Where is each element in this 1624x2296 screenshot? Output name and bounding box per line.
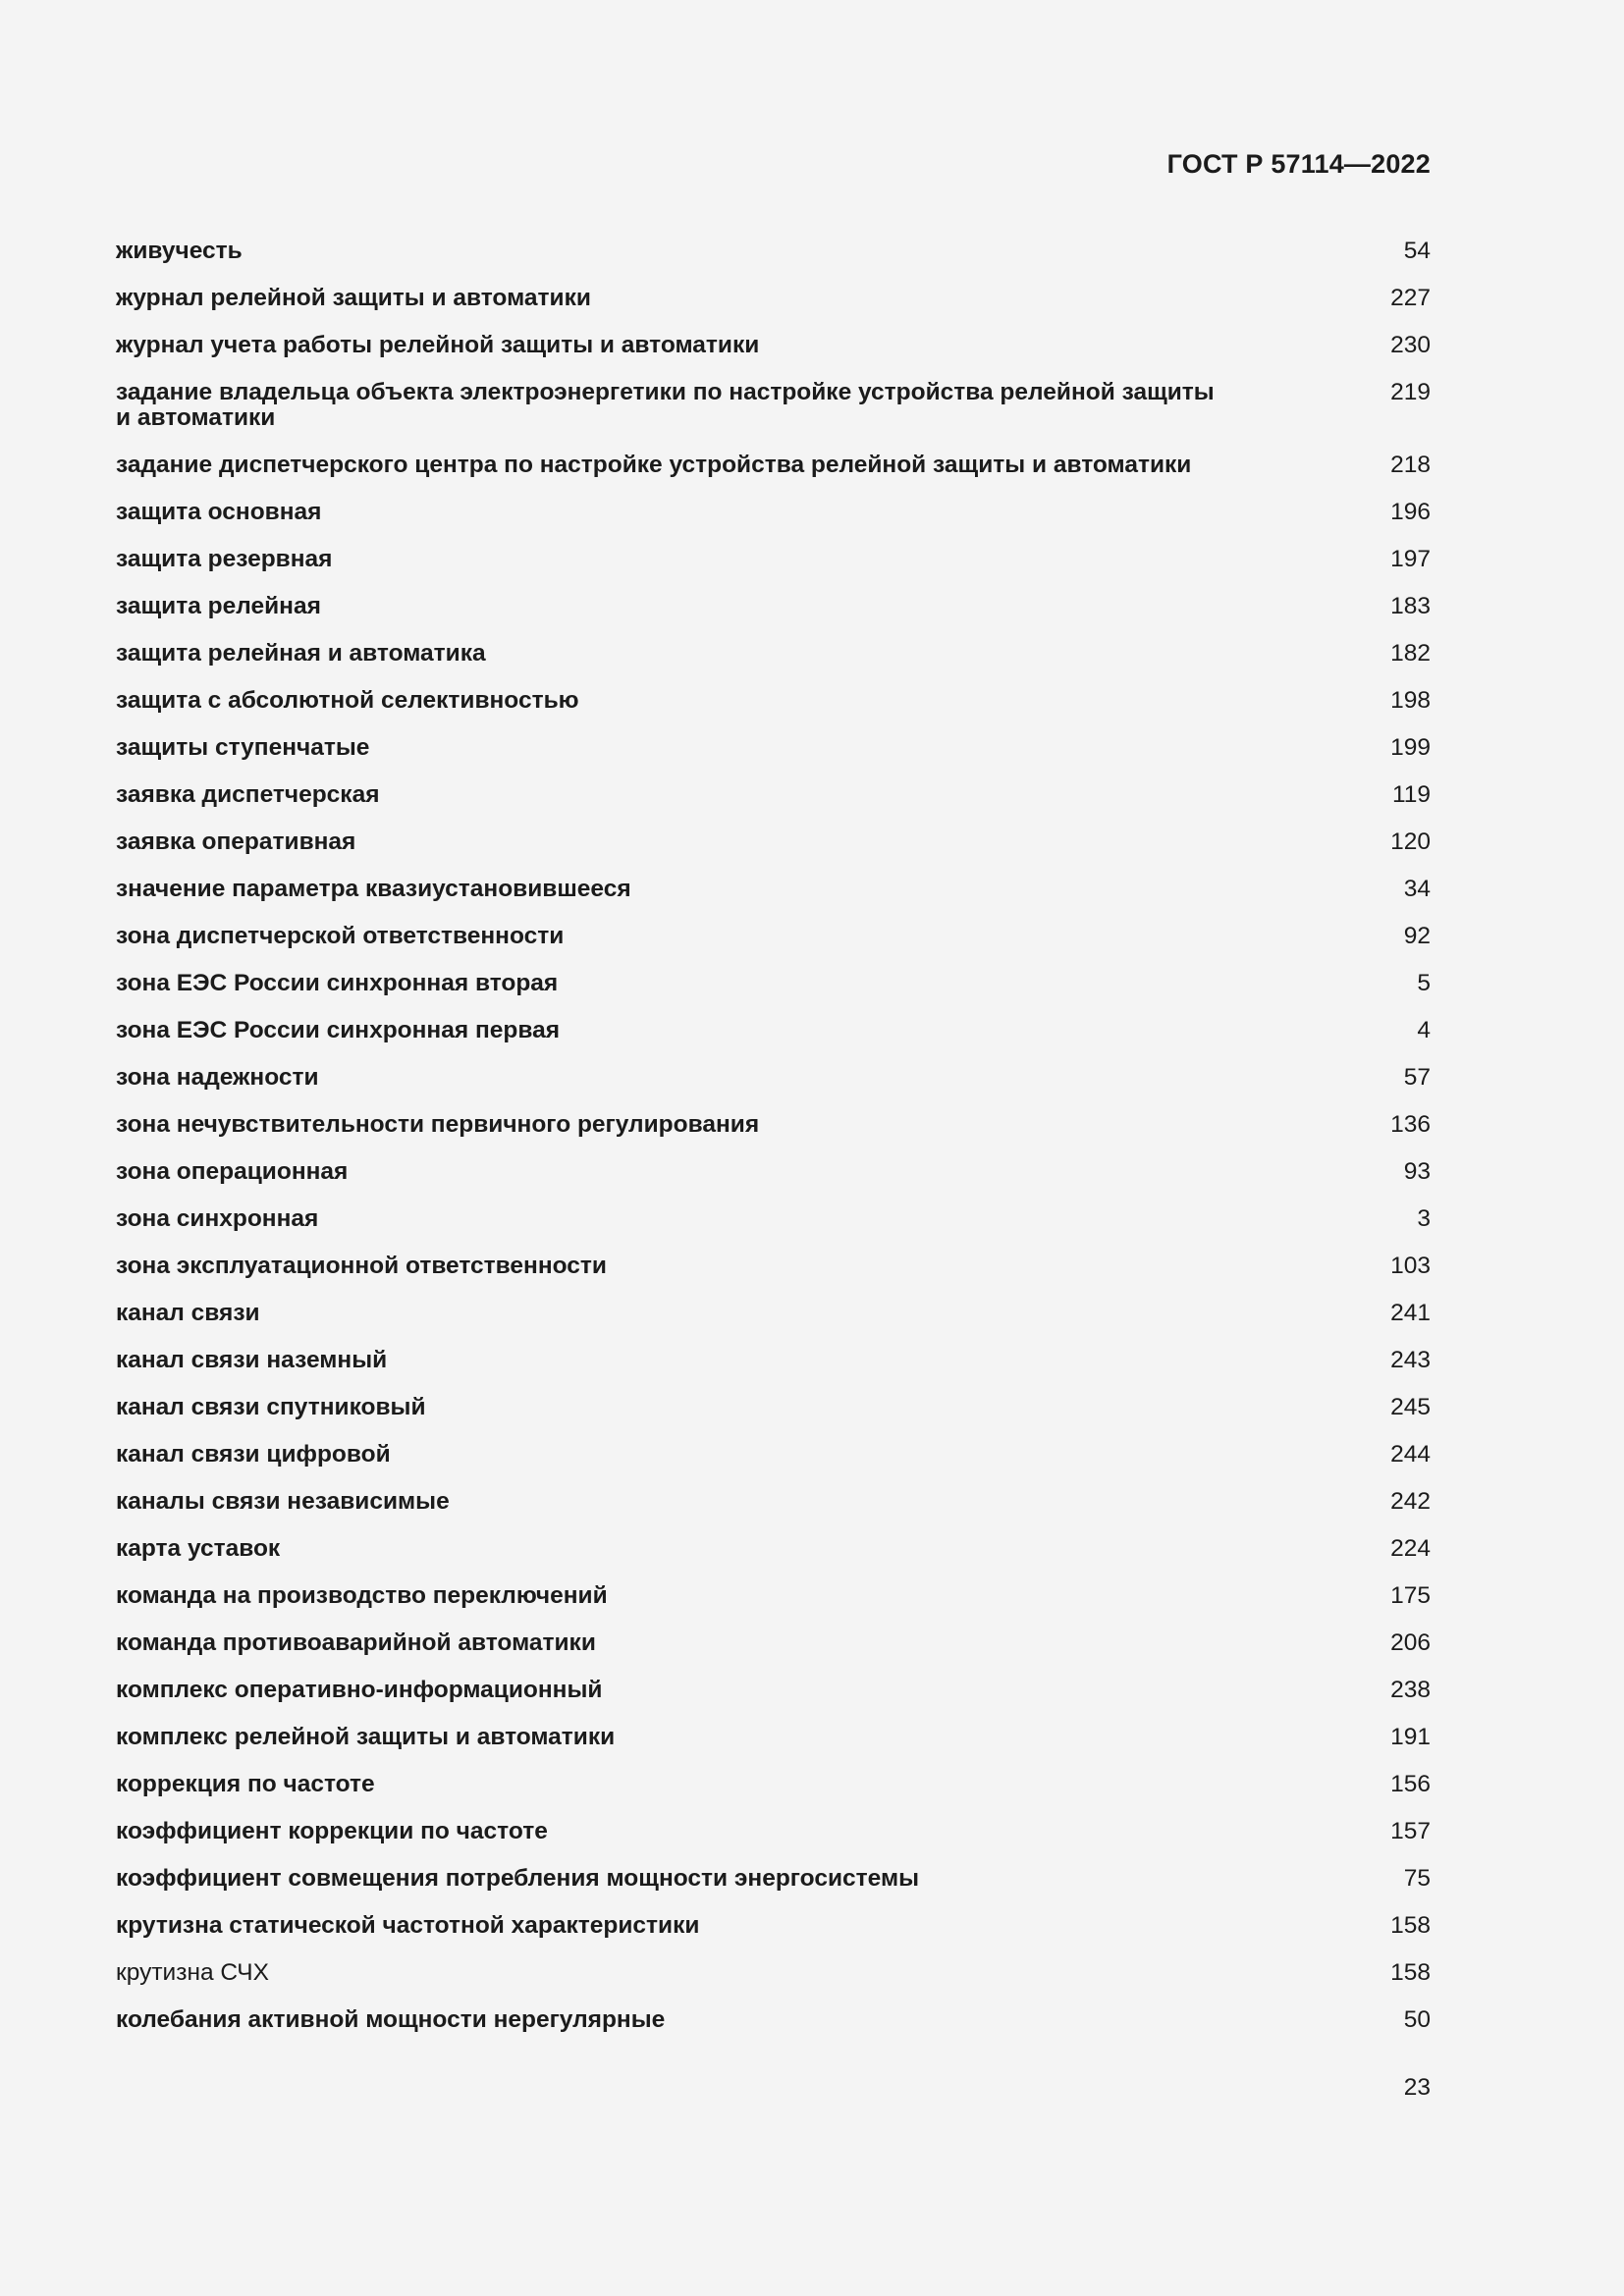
index-term: зона диспетчерской ответственности xyxy=(116,923,565,949)
index-term: заявка оперативная xyxy=(116,828,356,855)
index-term: канал связи спутниковый xyxy=(116,1394,426,1420)
index-entry xyxy=(116,1348,1431,1373)
index-page-ref: 3 xyxy=(1417,1205,1431,1232)
index-entry xyxy=(116,1254,1431,1279)
index-page-ref: 245 xyxy=(1390,1394,1431,1420)
index-term: защита релейная xyxy=(116,593,321,619)
index-page-ref: 198 xyxy=(1390,687,1431,714)
index-page-ref: 191 xyxy=(1390,1724,1431,1750)
index-entry xyxy=(116,1866,1431,1892)
index-page-ref: 5 xyxy=(1417,970,1431,996)
index-page-ref: 103 xyxy=(1390,1253,1431,1279)
index-page-ref: 206 xyxy=(1390,1629,1431,1656)
index-term: коэффициент коррекции по частоте xyxy=(116,1818,548,1844)
index-entry xyxy=(116,924,1431,949)
index-term: команда на производство переключений xyxy=(116,1582,608,1609)
index-page-ref: 227 xyxy=(1390,285,1431,311)
index-term: защита основная xyxy=(116,499,322,525)
index-entry xyxy=(116,1678,1431,1703)
index-term: зона эксплуатационной ответственности xyxy=(116,1253,607,1279)
index-entry xyxy=(116,688,1431,714)
index-term: канал связи цифровой xyxy=(116,1441,391,1468)
index-term: заявка диспетчерская xyxy=(116,781,380,808)
index-page-ref: 238 xyxy=(1390,1677,1431,1703)
index-entry xyxy=(116,1913,1431,1939)
index-page-ref: 244 xyxy=(1390,1441,1431,1468)
index-page-ref: 219 xyxy=(1390,379,1431,405)
index-term: журнал учета работы релейной защиты и автоматики xyxy=(116,332,760,358)
index-term: защиты ступенчатые xyxy=(116,734,370,761)
document-header: ГОСТ Р 57114—2022 xyxy=(1166,149,1431,179)
index-page-ref: 54 xyxy=(1403,238,1431,264)
index-term: зона нечувствительности первичного регулирования xyxy=(116,1111,760,1138)
index-entry xyxy=(116,1159,1431,1185)
index-entry xyxy=(116,380,1431,431)
index-page-ref: 197 xyxy=(1390,546,1431,572)
index-term: зона ЕЭС России синхронная первая xyxy=(116,1017,561,1043)
index-entry xyxy=(116,1536,1431,1562)
index-entry xyxy=(116,1065,1431,1091)
index-term: крутизна статической частотной характеристики xyxy=(116,1912,700,1939)
index-entry xyxy=(116,1489,1431,1515)
index-page-ref: 136 xyxy=(1390,1111,1431,1138)
index-entry xyxy=(116,333,1431,358)
index-term: команда противоаварийной автоматики xyxy=(116,1629,596,1656)
index-entry xyxy=(116,1772,1431,1797)
index-term: зона операционная xyxy=(116,1158,349,1185)
index-entry xyxy=(116,453,1431,478)
index-entry xyxy=(116,286,1431,311)
index-page-ref: 34 xyxy=(1403,876,1431,902)
index-entry xyxy=(116,1442,1431,1468)
index-entry xyxy=(116,1206,1431,1232)
index-entry xyxy=(116,1725,1431,1750)
index-entry xyxy=(116,735,1431,761)
index-term: зона синхронная xyxy=(116,1205,319,1232)
index-page-ref: 158 xyxy=(1390,1912,1431,1939)
index-term: канал связи наземный xyxy=(116,1347,388,1373)
index-entry xyxy=(116,877,1431,902)
page-number: 23 xyxy=(1403,2074,1431,2101)
index-page-ref: 182 xyxy=(1390,640,1431,667)
index-term: коэффициент совмещения потребления мощности энергосистемы xyxy=(116,1865,919,1892)
index-entry xyxy=(116,1395,1431,1420)
index-page-ref: 218 xyxy=(1390,452,1431,478)
index-page-ref: 50 xyxy=(1403,2006,1431,2033)
index-term: защита резервная xyxy=(116,546,333,572)
index-page-ref: 175 xyxy=(1390,1582,1431,1609)
index-term: задание диспетчерского центра по настройке устройства релейной защиты и автоматики xyxy=(116,452,1192,478)
index-page-ref: 93 xyxy=(1403,1158,1431,1185)
index-entry xyxy=(116,641,1431,667)
index-page-ref: 75 xyxy=(1403,1865,1431,1892)
index-page-ref: 158 xyxy=(1390,1959,1431,1986)
term-index-list xyxy=(116,239,1431,2055)
index-term: значение параметра квазиустановившееся xyxy=(116,876,631,902)
index-term: комплекс оперативно-информационный xyxy=(116,1677,603,1703)
index-page-ref: 224 xyxy=(1390,1535,1431,1562)
index-term: коррекция по частоте xyxy=(116,1771,375,1797)
index-term: защита релейная и автоматика xyxy=(116,640,486,667)
index-page-ref: 230 xyxy=(1390,332,1431,358)
index-entry xyxy=(116,971,1431,996)
index-page-ref: 157 xyxy=(1390,1818,1431,1844)
index-term: каналы связи независимые xyxy=(116,1488,450,1515)
index-entry xyxy=(116,1630,1431,1656)
index-entry xyxy=(116,1819,1431,1844)
index-page-ref: 57 xyxy=(1403,1064,1431,1091)
index-entry xyxy=(116,782,1431,808)
index-entry xyxy=(116,1112,1431,1138)
index-page-ref: 242 xyxy=(1390,1488,1431,1515)
index-term: защита с абсолютной селективностью xyxy=(116,687,579,714)
index-term: комплекс релейной защиты и автоматики xyxy=(116,1724,616,1750)
index-term: зона ЕЭС России синхронная вторая xyxy=(116,970,559,996)
index-entry xyxy=(116,239,1431,264)
index-entry xyxy=(116,500,1431,525)
index-term: карта уставок xyxy=(116,1535,281,1562)
index-term: журнал релейной защиты и автоматики xyxy=(116,285,591,311)
index-term: живучесть xyxy=(116,238,243,264)
index-entry xyxy=(116,1960,1431,1986)
index-page-ref: 120 xyxy=(1390,828,1431,855)
index-term: канал связи xyxy=(116,1300,260,1326)
index-entry xyxy=(116,547,1431,572)
index-page-ref: 183 xyxy=(1390,593,1431,619)
index-page-ref: 119 xyxy=(1391,781,1431,808)
index-entry xyxy=(116,1301,1431,1326)
index-page-ref: 92 xyxy=(1403,923,1431,949)
index-page-ref: 196 xyxy=(1390,499,1431,525)
index-term: задание владельца объекта электроэнергетики по настройке устройства релейной защиты и автоматики xyxy=(116,379,1215,431)
index-entry xyxy=(116,1583,1431,1609)
index-term: колебания активной мощности нерегулярные xyxy=(116,2006,666,2033)
index-term: зона надежности xyxy=(116,1064,319,1091)
index-page-ref: 241 xyxy=(1390,1300,1431,1326)
index-page-ref: 4 xyxy=(1417,1017,1431,1043)
index-page-ref: 156 xyxy=(1390,1771,1431,1797)
index-entry xyxy=(116,1018,1431,1043)
index-page-ref: 199 xyxy=(1390,734,1431,761)
index-entry xyxy=(116,829,1431,855)
index-term: крутизна СЧХ xyxy=(116,1959,269,1986)
index-page-ref: 243 xyxy=(1390,1347,1431,1373)
index-entry xyxy=(116,2007,1431,2033)
index-entry xyxy=(116,594,1431,619)
